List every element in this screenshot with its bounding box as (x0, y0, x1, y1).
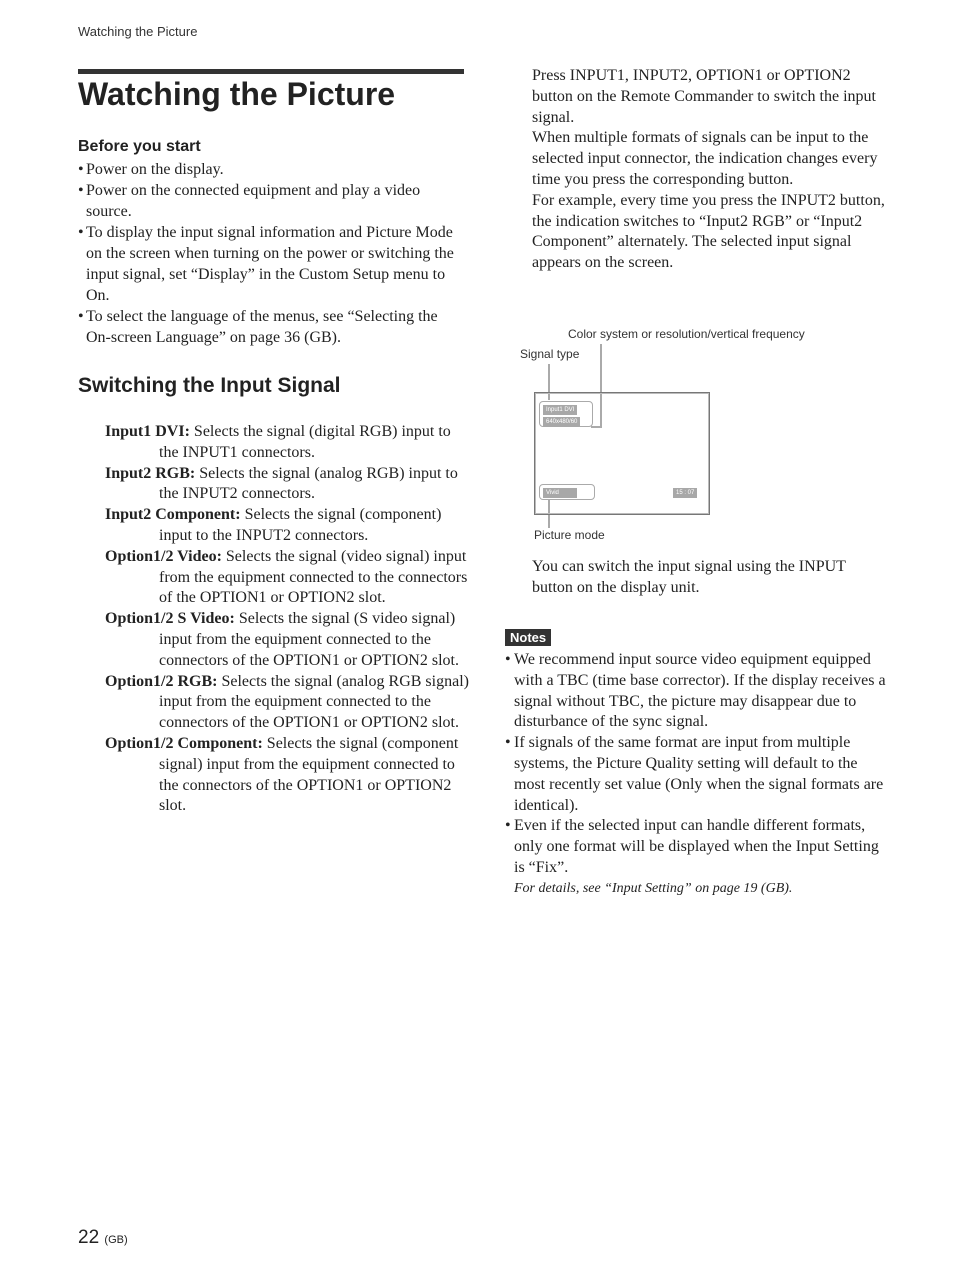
definition-term: Option1/2 Component: (105, 734, 263, 752)
list-item: • Power on the display. (78, 159, 466, 180)
before-you-start-list (78, 159, 466, 348)
list-item: • Power on the connected equipment and play a video source. (78, 180, 466, 222)
definition-text: Selects the signal (digital RGB) input to the INPUT1 connectors. (159, 423, 451, 461)
label-signal-type: Signal type (520, 347, 580, 361)
definition-item (105, 464, 469, 506)
page-number-value: 22 (78, 1227, 100, 1248)
definition-item (105, 672, 469, 734)
osd-picture-mode: Vivid (543, 488, 577, 498)
definition-term: Input2 RGB: (105, 464, 196, 482)
instructions (532, 66, 888, 274)
running-head: Watching the Picture (78, 24, 198, 39)
label-color-system: Color system or resolution/vertical frequency (568, 327, 805, 341)
definition-term: Input1 DVI: (105, 423, 190, 440)
list-item: • To display the input signal information and Picture Mode on the screen when turning on the power or switching the input signal, set “Display” in the Custom Setup menu to On. (78, 222, 466, 306)
switching-heading: Switching the Input Signal (78, 374, 341, 397)
definition-term: Option1/2 Video: (105, 547, 222, 565)
list-item: • To select the language of the menus, see “Selecting the On-screen Language” on page 36 (GB). (78, 306, 466, 348)
definition-text: Selects the signal (component) input to the INPUT2 connectors. (159, 506, 442, 544)
note-item (505, 816, 889, 899)
page-number (78, 1227, 128, 1249)
page-title: Watching the Picture (78, 76, 396, 112)
before-you-start-section (78, 137, 466, 348)
definition-item (105, 609, 469, 671)
note-item: • We recommend input source video equipment equipped with a TBC (time base corrector). If the display receives a signal without TBC, the picture may disappear due to disturbance of the sync signal. (505, 650, 889, 733)
osd-clock: 15 : 07 (673, 488, 697, 498)
osd-resolution: 640x480/60 (543, 417, 580, 427)
definition-text: Selects the signal (S video signal) input from the equipment connected to the connectors of the OPTION1 or OPTION2 slot. (159, 610, 459, 669)
definition-item (105, 547, 469, 609)
note-reference: For details, see “Input Setting” on page 19 (GB). (514, 880, 793, 896)
definition-text: Selects the signal (video signal) input from the equipment connected to the connectors of the OPTION1 or OPTION2 slot. (159, 547, 468, 607)
input-button-note: You can switch the input signal using the INPUT button on the display unit. (532, 558, 846, 596)
input-definitions (105, 422, 469, 817)
osd-diagram (500, 320, 900, 550)
definition-item (105, 422, 469, 464)
paragraph: When multiple formats of signals can be input to the selected input connector, the indication changes every time you press the corresponding button. (532, 129, 878, 188)
definition-term: Input2 Component: (105, 506, 241, 524)
paragraph: Press INPUT1, INPUT2, OPTION1 or OPTION2 button on the Remote Commander to switch the input signal. (532, 67, 876, 126)
definition-item (105, 734, 469, 817)
notes-list (505, 650, 889, 900)
page-number-suffix: (GB) (104, 1234, 128, 1246)
paragraph: For example, every time you press the INPUT2 button, the indication switches to “Input2 RGB” or “Input2 Component” alternately. The selected input signal appears on the screen. (532, 191, 885, 272)
osd-signal-type: Input1 DVI (543, 405, 577, 415)
definition-text: Selects the signal (component signal) input from the equipment connected to the connectors of the OPTION1 or OPTION2 slot. (159, 734, 459, 815)
definition-text: Selects the signal (analog RGB signal) input from the equipment connected to the connectors of the OPTION1 or OPTION2 slot. (159, 672, 469, 732)
definition-item (105, 505, 469, 547)
definition-term: Option1/2 S Video: (105, 610, 235, 628)
definition-text: Selects the signal (analog RGB) input to the INPUT2 connectors. (159, 464, 458, 503)
note-item: • If signals of the same format are input from multiple systems, the Picture Quality setting will default to the most recently set value (Only when the signal formats are identical). (505, 733, 889, 816)
note-text: Even if the selected input can handle different formats, only one format will be displayed when the Input Setting is “Fix”. (514, 817, 879, 876)
label-picture-mode: Picture mode (534, 528, 605, 542)
definition-term: Option1/2 RGB: (105, 672, 218, 690)
display-screen (534, 392, 710, 515)
notes-badge: Notes (505, 629, 551, 646)
before-you-start-heading: Before you start (78, 138, 201, 155)
